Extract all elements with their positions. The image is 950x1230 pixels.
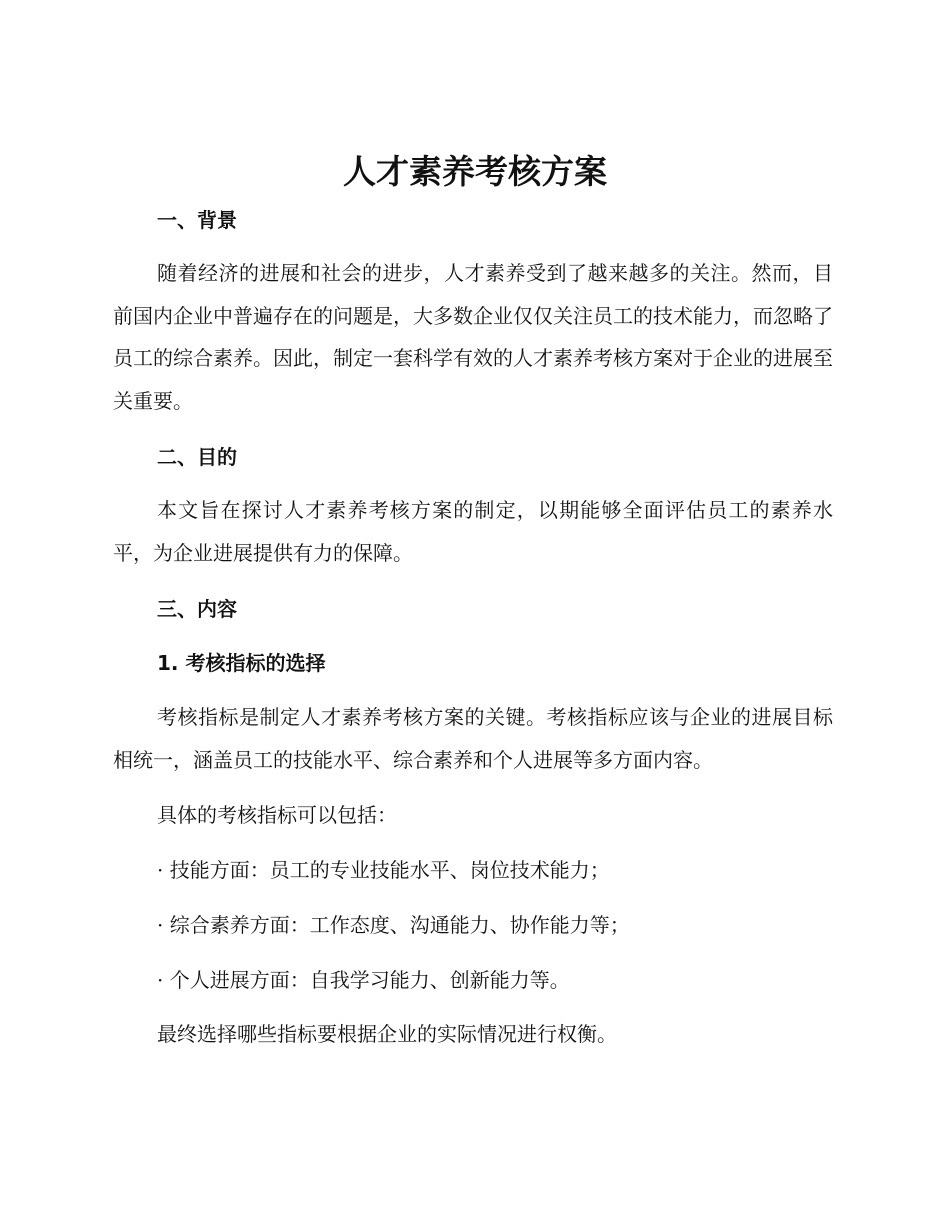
section-heading-purpose: 二、目的 (157, 445, 237, 469)
section-heading-content: 三、内容 (157, 597, 237, 621)
subheading-indicator-selection: 1. 考核指标的选择 (157, 651, 326, 675)
list-item-personal-development: · 个人进展方面：自我学习能力、创新能力等。 (157, 968, 570, 992)
section-heading-background: 一、背景 (157, 208, 237, 232)
closing-sentence: 最终选择哪些指标要根据企业的实际情况进行权衡。 (157, 1022, 617, 1046)
list-item-skills: · 技能方面：员工的专业技能水平、岗位技术能力； (157, 858, 610, 882)
background-paragraph: 随着经济的进展和社会的进步，人才素养受到了越来越多的关注。然而，目前国内企业中普遍存在的问题是，大多数企业仅仅关注员工的技术能力，而忽略了员工的综合素养。因此，制定一套科学有效的人才素养考核方案对于企业的进展至关重要。 (113, 261, 833, 414)
list-intro: 具体的考核指标可以包括： (157, 803, 397, 827)
document-title: 人才素养考核方案 (343, 152, 607, 191)
list-item-overall-quality: · 综合素养方面：工作态度、沟通能力、协作能力等； (157, 913, 630, 937)
purpose-paragraph: 本文旨在探讨人才素养考核方案的制定，以期能够全面评估员工的素养水平，为企业进展提供有力的保障。 (113, 498, 833, 565)
indicator-paragraph: 考核指标是制定人才素养考核方案的关键。考核指标应该与企业的进展目标相统一，涵盖员工的技能水平、综合素养和个人进展等多方面内容。 (113, 705, 833, 772)
